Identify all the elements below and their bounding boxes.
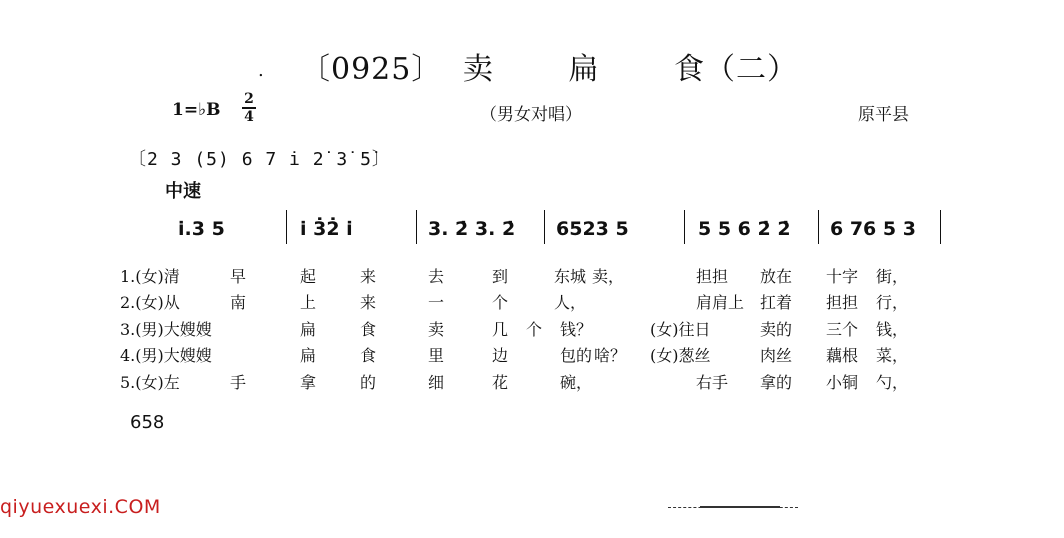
title-dot: .: [258, 60, 264, 81]
lyric-word: 一: [428, 293, 445, 312]
lyric-word: 里: [428, 346, 445, 365]
lyric-word: 街，: [876, 267, 909, 286]
lyric-word: 的: [360, 373, 377, 392]
lyric-word: 担担: [826, 293, 859, 312]
lyric-word: 几: [492, 320, 509, 339]
lyric-word: 藕根: [826, 346, 859, 365]
intro-notation: 〔2 3 (5) 6 7 i̇ 2̇ 3̇ 5̇〕: [128, 149, 391, 170]
lyric-word: 4.(男)大嫂嫂: [120, 346, 212, 365]
lyric-word: 早: [230, 267, 247, 286]
lyric-word: 2.(女)从: [120, 293, 180, 312]
lyric-word: 右手: [696, 373, 729, 392]
song-number: 〔0925〕: [300, 52, 443, 87]
time-top: 2: [244, 91, 254, 107]
lyric-word: 菜，: [876, 346, 909, 365]
measure-2: i̇ 3̇2̇ i̇: [300, 218, 353, 240]
watermark: qiyuexuexi.COM: [0, 496, 161, 518]
lyric-word: 到: [492, 267, 509, 286]
lyric-word: 扁: [300, 320, 317, 339]
lyric-word: 上: [300, 293, 317, 312]
song-title: [300, 44, 798, 88]
lyric-word: 卖: [428, 320, 445, 339]
lyric-word: 行，: [876, 293, 909, 312]
time-bottom: 4: [244, 109, 254, 125]
barline: [544, 210, 545, 244]
lyric-word: 起: [300, 267, 317, 286]
lyric-word: 花: [492, 373, 509, 392]
measure-3: 3. 2̇ 3. 2̇: [428, 218, 516, 240]
subtitle: （男女对唱）: [480, 105, 582, 125]
time-signature: [242, 92, 256, 124]
page-number: 658: [130, 412, 165, 433]
lyric-word: 人，: [554, 293, 587, 312]
measure-1: i̇.3 5: [178, 218, 225, 240]
title-word-3: 食（二）: [674, 52, 798, 87]
footer-rule-solid: [700, 506, 780, 508]
lyric-word: 手: [230, 373, 247, 392]
lyric-word: 来: [360, 267, 377, 286]
lyric-word: 拿的: [760, 373, 793, 392]
lyric-word: 十字: [826, 267, 859, 286]
lyric-word: 边: [492, 346, 509, 365]
lyric-word: 啥？: [594, 346, 627, 365]
lyric-word: 小铜: [826, 373, 859, 392]
lyric-word: 来: [360, 293, 377, 312]
lyric-word: 5.(女)左: [120, 373, 180, 392]
lyric-word: 扛着: [760, 293, 793, 312]
lyric-word: 3.(男)大嫂嫂: [120, 320, 212, 339]
key-signature: 1=♭B: [172, 100, 221, 120]
lyric-word: 食: [360, 346, 377, 365]
lyric-word: 卖的: [760, 320, 793, 339]
lyric-word: 东城: [554, 267, 587, 286]
lyric-word: 拿: [300, 373, 317, 392]
lyric-word: 钱，: [876, 320, 909, 339]
lyric-word: 钱？: [560, 320, 593, 339]
title-word-2: 扁: [568, 52, 600, 87]
lyric-word: 放在: [760, 267, 793, 286]
lyric-word: (女)葱丝: [650, 346, 711, 365]
lyric-word: 勺，: [876, 373, 909, 392]
measure-6: 6 76 5 3: [830, 218, 916, 240]
barline: [416, 210, 417, 244]
notation-staff: [0, 210, 1064, 246]
barline: [818, 210, 819, 244]
lyric-word: 肩肩上: [696, 293, 745, 312]
lyric-word: 1.(女)清: [120, 267, 180, 286]
lyric-word: 个: [526, 320, 543, 339]
lyric-word: 碗，: [560, 373, 593, 392]
lyric-word: 卖，: [592, 267, 625, 286]
origin-label: 原平县: [858, 105, 909, 125]
title-word-1: 卖: [462, 52, 494, 87]
lyric-word: 去: [428, 267, 445, 286]
lyric-word: 肉丝: [760, 346, 793, 365]
lyric-word: 包的: [560, 346, 593, 365]
barline: [684, 210, 685, 244]
tempo-marking: 中速: [165, 181, 201, 202]
barline: [286, 210, 287, 244]
barline: [940, 210, 941, 244]
lyric-word: 个: [492, 293, 509, 312]
measure-4: 6523 5: [556, 218, 629, 240]
lyric-word: (女)往日: [650, 320, 711, 339]
lyric-word: 三个: [826, 320, 859, 339]
lyric-word: 扁: [300, 346, 317, 365]
lyric-word: 南: [230, 293, 247, 312]
lyric-word: 担担: [696, 267, 729, 286]
measure-5: 5 5 6 2̇ 2̇: [698, 218, 791, 240]
lyric-word: 食: [360, 320, 377, 339]
lyric-word: 细: [428, 373, 445, 392]
